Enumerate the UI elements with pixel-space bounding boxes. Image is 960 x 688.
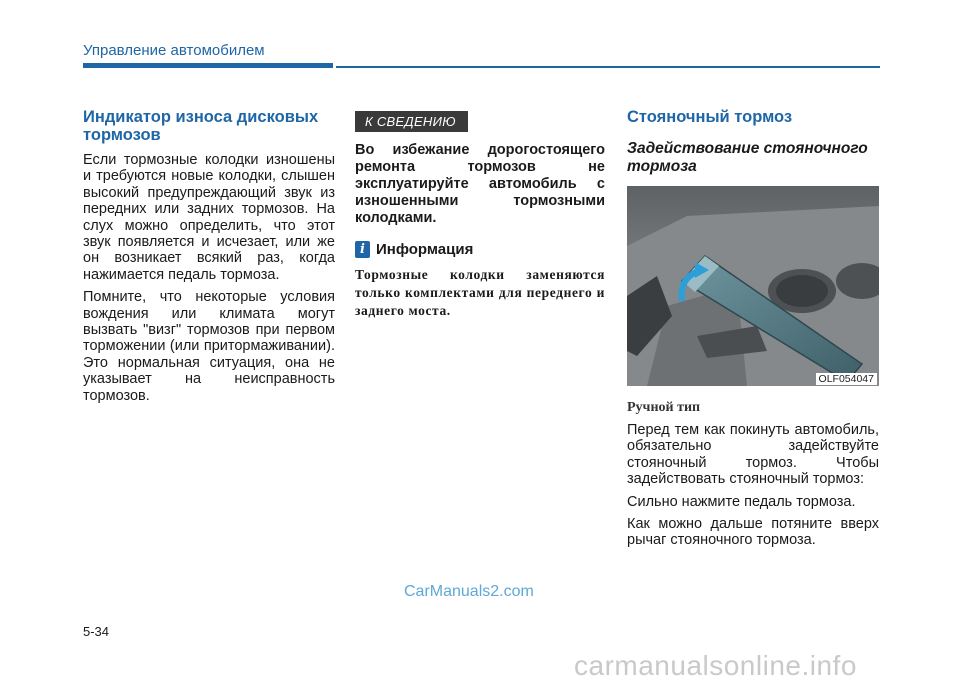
brake-wear-heading: Индикатор износа дисковых тормозов <box>83 108 319 144</box>
section-title: Управление автомобилем <box>83 42 265 59</box>
watermark-footer: carmanualsonline.info <box>574 650 857 681</box>
caution-badge: К СВЕДЕНИЮ <box>355 111 468 132</box>
parking-brake-subheading: Задействование стояночного тормоза <box>627 140 868 175</box>
column-brake-wear <box>83 108 335 410</box>
parking-brake-paragraph-1: Перед тем как покинуть автомобиль, обязательно задействуйте стояночный тормоз. Чтобы задействовать стояночный тормоз: <box>627 422 879 488</box>
parking-brake-paragraph-3: Как можно дальше потяните вверх рычаг стояночного тормоза. <box>627 516 879 549</box>
watermark-link[interactable]: CarManuals2.com <box>404 583 534 600</box>
parking-brake-paragraph-2: Сильно нажмите педаль тормоза. <box>627 493 856 510</box>
page-number: 5-34 <box>83 624 110 639</box>
info-text: Тормозные колодки заменяются только комплектами для переднего и заднего моста. <box>355 267 605 318</box>
header-rule-thin <box>336 66 880 68</box>
brake-wear-paragraph-2: Помните, что некоторые условия вождения или климата могут вызвать "визг" тормозов при первом торможении (или притормаживании). Это нормальная ситуация, она не указывает на неисправность тормозов. <box>83 289 335 404</box>
info-title: Информация <box>376 241 474 258</box>
brake-wear-paragraph-1: Если тормозные колодки изношены и требуются новые колодки, слышен высокий предупреждающий звук из передних или задних тормозов. На слух можно определить, что этот звук появляется и исчезает, или же он возникает всякий раз, когда нажимается педаль тормоза. <box>83 152 335 283</box>
header-rule-thick <box>83 63 333 68</box>
column-parking-brake <box>627 108 879 555</box>
manual-type-label: Ручной тип <box>627 400 701 415</box>
parking-brake-illustration <box>627 186 879 386</box>
info-icon: i <box>355 241 370 258</box>
caution-text: Во избежание дорогостоящего ремонта тормозов не эксплуатируйте автомобиль с изношенными тормозными колодками. <box>355 142 605 226</box>
photo-code: OLF054047 <box>816 373 877 385</box>
info-header <box>355 241 605 258</box>
parking-brake-heading: Стояночный тормоз <box>627 108 793 126</box>
parking-brake-photo <box>627 186 879 386</box>
column-caution-info <box>355 108 605 320</box>
